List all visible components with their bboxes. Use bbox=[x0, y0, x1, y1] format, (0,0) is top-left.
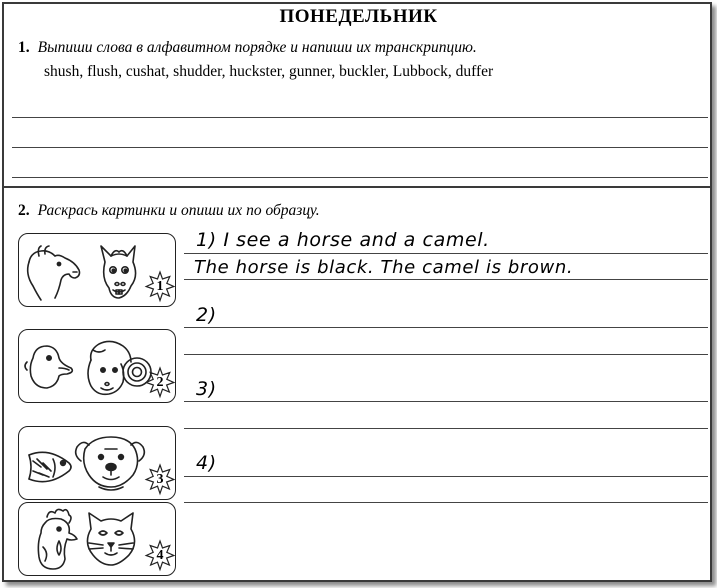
task-1-instruction: Выпиши слова в алфавитном порядке и напиши их транскрипцию. bbox=[37, 39, 477, 56]
example-answer-line-2: The horse is black. The camel is brown. bbox=[194, 257, 574, 278]
fish-dog-drawing bbox=[19, 427, 175, 499]
answer-label-4: 4) bbox=[196, 452, 217, 474]
section-divider bbox=[4, 186, 710, 188]
duck-ram-drawing bbox=[19, 330, 175, 402]
writing-line bbox=[184, 428, 708, 429]
writing-line bbox=[12, 147, 708, 148]
task-2-number: 2. bbox=[18, 202, 30, 219]
camel-horse-drawing bbox=[19, 234, 175, 306]
badge-4-number: 4 bbox=[156, 548, 164, 563]
answer-label-3: 3) bbox=[196, 378, 217, 400]
picture-card-4 bbox=[18, 502, 176, 576]
writing-line bbox=[12, 177, 708, 178]
writing-line bbox=[184, 327, 708, 328]
task-1-word-list: shush, flush, cushat, shudder, huckster, gunner, buckler, Lubbock, duffer bbox=[44, 63, 494, 80]
writing-line bbox=[184, 279, 708, 280]
answer-label-2: 2) bbox=[196, 304, 217, 326]
duck-outline bbox=[30, 346, 72, 388]
cat-outline bbox=[87, 513, 134, 565]
rooster-comb bbox=[47, 509, 71, 523]
picture-card-2 bbox=[18, 329, 176, 403]
badge-3-number: 3 bbox=[156, 472, 164, 487]
badge-1-number: 1 bbox=[156, 279, 164, 294]
fish-outline bbox=[29, 452, 71, 481]
badge-2-number: 2 bbox=[156, 375, 164, 390]
page-title: ПОНЕДЕЛЬНИК bbox=[279, 6, 438, 27]
camel-outline bbox=[29, 251, 80, 298]
picture-card-3 bbox=[18, 426, 176, 500]
writing-line bbox=[12, 117, 708, 118]
writing-line bbox=[184, 354, 708, 355]
task-2-instruction: Раскрась картинки и опиши их по образцу. bbox=[37, 202, 320, 219]
writing-line bbox=[184, 502, 708, 503]
rooster-cat-drawing bbox=[19, 503, 175, 575]
example-answer-line-1: 1) I see a horse and a camel. bbox=[196, 229, 490, 251]
picture-card-1 bbox=[18, 233, 176, 307]
writing-line bbox=[184, 253, 708, 254]
writing-line bbox=[184, 401, 708, 402]
task-1-heading bbox=[18, 39, 477, 57]
task-2-heading bbox=[18, 202, 320, 220]
writing-line bbox=[184, 476, 708, 477]
task-1-number: 1. bbox=[18, 39, 30, 56]
